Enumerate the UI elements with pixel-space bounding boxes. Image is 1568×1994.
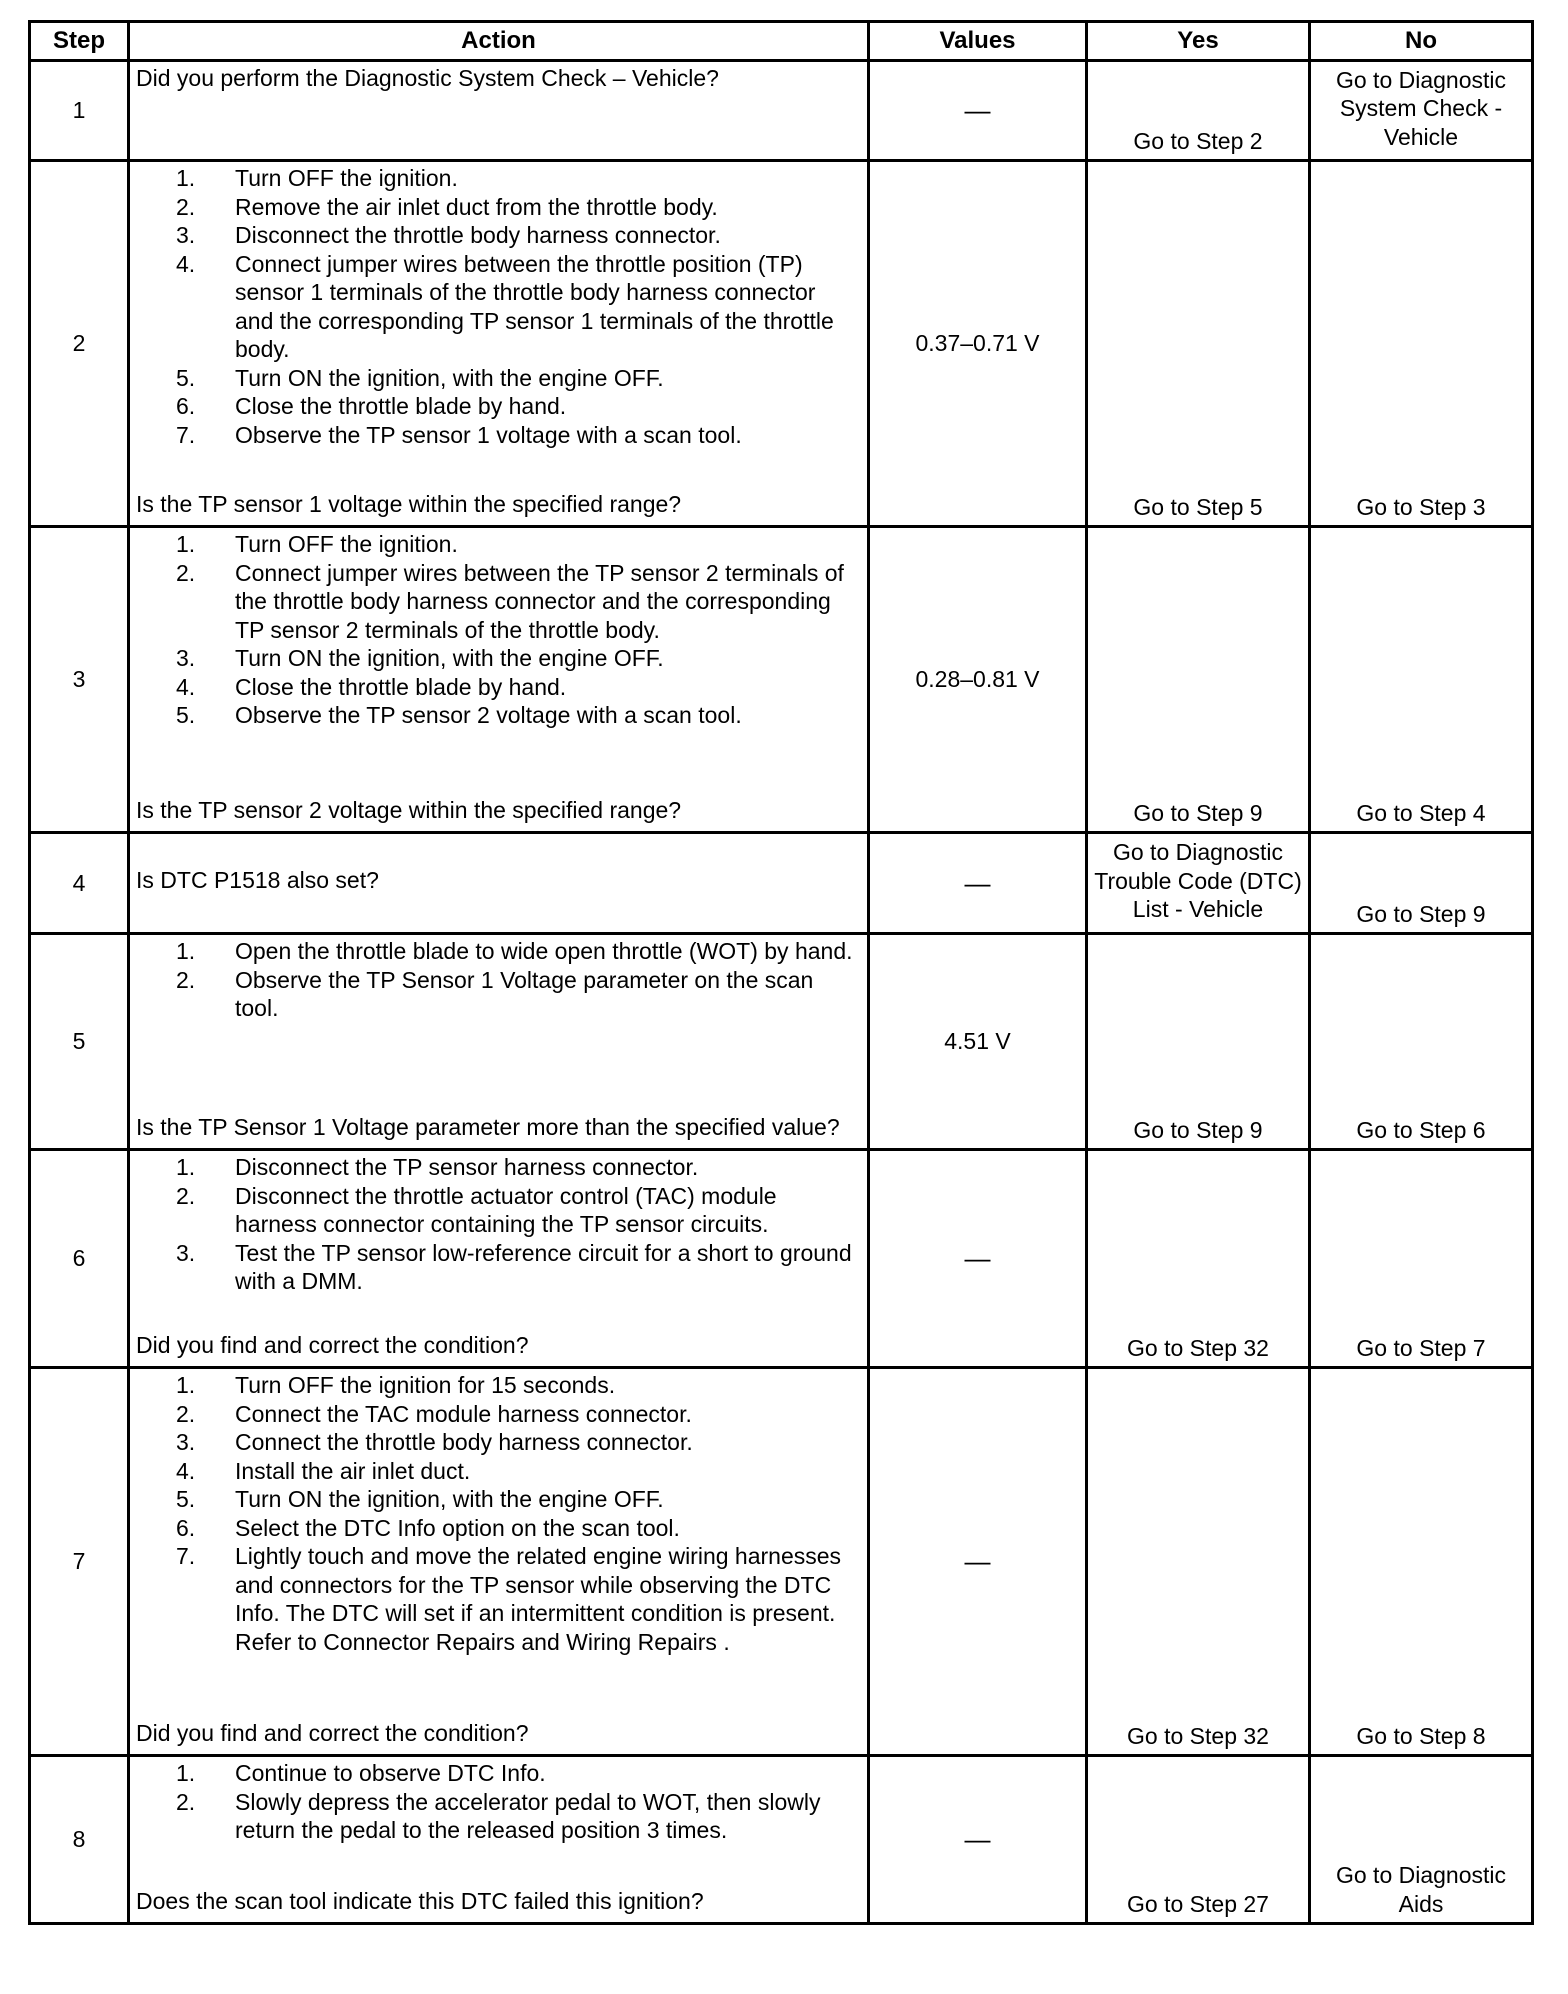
yes-cell bbox=[1087, 61, 1310, 161]
spec-value: — bbox=[869, 1150, 1087, 1368]
header-yes: Yes bbox=[1087, 22, 1310, 61]
no-cell bbox=[1310, 1368, 1533, 1756]
procedure-item-text: Turn OFF the ignition for 15 seconds. bbox=[235, 1372, 616, 1398]
procedure-item bbox=[176, 364, 857, 393]
procedure-item-number: 2. bbox=[176, 193, 196, 220]
procedure-list bbox=[136, 1371, 857, 1656]
yes-cell bbox=[1087, 1756, 1310, 1924]
table-row bbox=[30, 934, 1533, 1150]
procedure-item-text: Observe the TP Sensor 1 Voltage parameter on the scan tool. bbox=[235, 966, 814, 1021]
action-cell bbox=[129, 527, 869, 833]
yes-action-link[interactable]: Go to Step 27 bbox=[1127, 1890, 1269, 1917]
step-number: 3 bbox=[30, 527, 129, 833]
procedure-item bbox=[176, 937, 857, 966]
yes-action-link[interactable]: Go to Step 32 bbox=[1127, 1334, 1269, 1361]
procedure-item-text: Slowly depress the accelerator pedal to WOT, then slowly return the pedal to the released position 3 times. bbox=[235, 1788, 821, 1843]
step-question: Is the TP sensor 1 voltage within the specified range? bbox=[136, 490, 682, 517]
header-row bbox=[30, 22, 1533, 61]
procedure-item-text: Turn ON the ignition, with the engine OFF. bbox=[235, 1486, 664, 1512]
procedure-item-number: 2. bbox=[176, 559, 196, 586]
procedure-item bbox=[176, 1514, 857, 1543]
procedure-item-number: 4. bbox=[176, 673, 196, 700]
action-cell bbox=[129, 1150, 869, 1368]
step-number: 5 bbox=[30, 934, 129, 1150]
procedure-item bbox=[176, 530, 857, 559]
procedure-item bbox=[176, 1542, 857, 1656]
procedure-item-number: 1. bbox=[176, 531, 196, 557]
diagnostic-table bbox=[28, 20, 1534, 1925]
no-action-link[interactable]: Go to Step 6 bbox=[1356, 1116, 1486, 1143]
procedure-item bbox=[176, 1400, 857, 1429]
spec-value: 0.37–0.71 V bbox=[869, 161, 1087, 527]
procedure-item-number: 5. bbox=[176, 1486, 196, 1512]
procedure-item-number: 2. bbox=[176, 966, 196, 993]
procedure-item-number: 4. bbox=[176, 250, 196, 277]
procedure-item-number: 6. bbox=[176, 393, 196, 419]
procedure-item-number: 1. bbox=[176, 1372, 196, 1398]
spec-value: — bbox=[869, 1756, 1087, 1924]
procedure-item bbox=[176, 701, 857, 730]
procedure-list bbox=[136, 530, 857, 730]
yes-action-link[interactable]: Go to Step 2 bbox=[1133, 127, 1263, 154]
procedure-item-text: Disconnect the TP sensor harness connector. bbox=[235, 1154, 699, 1180]
action-cell bbox=[129, 833, 869, 934]
procedure-item-text: Turn ON the ignition, with the engine OFF. bbox=[235, 364, 664, 391]
procedure-item-number: 2. bbox=[176, 1788, 196, 1815]
procedure-list bbox=[136, 1759, 857, 1845]
no-action-link[interactable]: Go to Step 7 bbox=[1356, 1334, 1486, 1361]
procedure-item-text: Turn OFF the ignition. bbox=[235, 165, 458, 191]
procedure-item-text: Turn OFF the ignition. bbox=[235, 531, 458, 557]
yes-cell bbox=[1087, 527, 1310, 833]
procedure-item-text: Disconnect the throttle actuator control (TAC) module harness connector containing the TP sensor circuits. bbox=[235, 1182, 777, 1237]
procedure-item-number: 4. bbox=[176, 1457, 196, 1484]
procedure-item-text: Install the air inlet duct. bbox=[235, 1457, 471, 1484]
procedure-item bbox=[176, 392, 857, 421]
no-action-link[interactable]: Go to Step 9 bbox=[1356, 900, 1486, 927]
step-number: 8 bbox=[30, 1756, 129, 1924]
procedure-item-number: 5. bbox=[176, 702, 196, 728]
procedure-item-text: Test the TP sensor low-reference circuit for a short to ground with a DMM. bbox=[235, 1239, 852, 1294]
table-row bbox=[30, 61, 1533, 161]
procedure-item-number: 1. bbox=[176, 165, 196, 191]
procedure-item-number: 2. bbox=[176, 1400, 196, 1427]
spec-value: 4.51 V bbox=[869, 934, 1087, 1150]
spec-value: — bbox=[869, 61, 1087, 161]
header-step: Step bbox=[30, 22, 129, 61]
procedure-item-text: Observe the TP sensor 2 voltage with a scan tool. bbox=[235, 702, 742, 728]
action-cell bbox=[129, 1368, 869, 1756]
procedure-item bbox=[176, 559, 857, 645]
yes-cell bbox=[1087, 1368, 1310, 1756]
spec-value: — bbox=[869, 833, 1087, 934]
spec-value: — bbox=[869, 1368, 1087, 1756]
step-question: Is the TP sensor 2 voltage within the specified range? bbox=[136, 796, 682, 823]
no-cell bbox=[1310, 833, 1533, 934]
step-number: 7 bbox=[30, 1368, 129, 1756]
step-number: 4 bbox=[30, 833, 129, 934]
procedure-item-text: Observe the TP sensor 1 voltage with a scan tool. bbox=[235, 421, 742, 448]
procedure-list bbox=[136, 937, 857, 1023]
procedure-item bbox=[176, 1153, 857, 1182]
no-cell bbox=[1310, 1756, 1533, 1924]
table-body bbox=[30, 61, 1533, 1924]
procedure-item bbox=[176, 1788, 857, 1845]
procedure-item-number: 3. bbox=[176, 1429, 196, 1455]
no-action-link[interactable]: Go to Step 8 bbox=[1356, 1722, 1486, 1749]
procedure-item-number: 6. bbox=[176, 1514, 196, 1541]
procedure-item-text: Turn ON the ignition, with the engine OFF. bbox=[235, 645, 664, 671]
procedure-item-text: Close the throttle blade by hand. bbox=[235, 673, 567, 700]
procedure-item-text: Close the throttle blade by hand. bbox=[235, 393, 567, 419]
procedure-item bbox=[176, 1759, 857, 1788]
header-no: No bbox=[1310, 22, 1533, 61]
table-row bbox=[30, 1150, 1533, 1368]
no-cell bbox=[1310, 61, 1533, 161]
procedure-item bbox=[176, 221, 857, 250]
procedure-item-text: Continue to observe DTC Info. bbox=[235, 1760, 546, 1786]
procedure-item-number: 7. bbox=[176, 421, 196, 448]
procedure-item-number: 3. bbox=[176, 1239, 196, 1266]
yes-action-link[interactable]: Go to Step 9 bbox=[1133, 799, 1263, 826]
spec-value: 0.28–0.81 V bbox=[869, 527, 1087, 833]
yes-action-link[interactable]: Go to Step 5 bbox=[1133, 493, 1263, 520]
step-question: Is the TP Sensor 1 Voltage parameter more than the specified value? bbox=[136, 1113, 840, 1140]
yes-cell bbox=[1087, 161, 1310, 527]
header-action: Action bbox=[129, 22, 869, 61]
table-row bbox=[30, 1756, 1533, 1924]
step-number: 1 bbox=[30, 61, 129, 161]
procedure-item-number: 1. bbox=[176, 1760, 196, 1786]
procedure-item bbox=[176, 421, 857, 450]
table-row bbox=[30, 161, 1533, 527]
procedure-item bbox=[176, 164, 857, 193]
no-cell bbox=[1310, 1150, 1533, 1368]
table-row bbox=[30, 833, 1533, 934]
step-question: Is DTC P1518 also set? bbox=[136, 867, 379, 894]
step-number: 2 bbox=[30, 161, 129, 527]
procedure-item-number: 1. bbox=[176, 938, 196, 964]
no-cell bbox=[1310, 934, 1533, 1150]
yes-cell bbox=[1087, 1150, 1310, 1368]
procedure-item-text: Connect jumper wires between the TP sensor 2 terminals of the throttle body harness connector and the corresponding TP sensor 2 terminals of the throttle body. bbox=[235, 559, 844, 643]
procedure-item bbox=[176, 966, 857, 1023]
table-row bbox=[30, 1368, 1533, 1756]
no-action-link[interactable]: Go to Diagnostic System Check - Vehicle bbox=[1335, 66, 1507, 150]
action-cell bbox=[129, 1756, 869, 1924]
header-values: Values bbox=[869, 22, 1087, 61]
step-question: Did you perform the Diagnostic System Check – Vehicle? bbox=[136, 65, 719, 91]
procedure-item bbox=[176, 1371, 857, 1400]
procedure-item-text: Connect jumper wires between the throttle position (TP) sensor 1 terminals of the throttle body harness connector and the corresponding TP sensor 1 terminals of the throttle body. bbox=[235, 250, 834, 362]
procedure-item bbox=[176, 644, 857, 673]
procedure-item-number: 3. bbox=[176, 222, 196, 248]
procedure-item-number: 1. bbox=[176, 1154, 196, 1180]
action-cell bbox=[129, 61, 869, 161]
procedure-item bbox=[176, 193, 857, 222]
step-question: Did you find and correct the condition? bbox=[136, 1331, 529, 1358]
no-cell bbox=[1310, 161, 1533, 527]
table-row bbox=[30, 527, 1533, 833]
action-cell bbox=[129, 161, 869, 527]
procedure-item bbox=[176, 1457, 857, 1486]
procedure-item bbox=[176, 250, 857, 364]
procedure-item-text: Connect the throttle body harness connector. bbox=[235, 1429, 693, 1455]
procedure-item-text: Lightly touch and move the related engine wiring harnesses and connectors for the TP sensor while observing the DTC Info. The DTC will set if an intermittent condition is present. Refer to Connector Repairs and Wiring Repairs . bbox=[235, 1543, 842, 1655]
action-cell bbox=[129, 934, 869, 1150]
step-question: Did you find and correct the condition? bbox=[136, 1719, 529, 1746]
procedure-item-number: 7. bbox=[176, 1543, 196, 1569]
no-action-link[interactable]: Go to Step 4 bbox=[1356, 799, 1486, 826]
no-action-link[interactable]: Go to Diagnostic Aids bbox=[1335, 1862, 1507, 1917]
no-action-link[interactable]: Go to Step 3 bbox=[1356, 493, 1486, 520]
procedure-list bbox=[136, 1153, 857, 1296]
step-number: 6 bbox=[30, 1150, 129, 1368]
yes-action-link[interactable]: Go to Diagnostic Trouble Code (DTC) List - Vehicle bbox=[1094, 839, 1302, 923]
procedure-item bbox=[176, 1428, 857, 1457]
step-question: Does the scan tool indicate this DTC failed this ignition? bbox=[136, 1887, 704, 1914]
procedure-item-number: 5. bbox=[176, 364, 196, 391]
no-cell bbox=[1310, 527, 1533, 833]
procedure-item bbox=[176, 1485, 857, 1514]
procedure-item-text: Disconnect the throttle body harness connector. bbox=[235, 222, 721, 248]
procedure-item-text: Open the throttle blade to wide open throttle (WOT) by hand. bbox=[235, 938, 853, 964]
yes-action-link[interactable]: Go to Step 32 bbox=[1127, 1722, 1269, 1749]
procedure-item bbox=[176, 673, 857, 702]
procedure-item bbox=[176, 1239, 857, 1296]
procedure-item-number: 2. bbox=[176, 1182, 196, 1209]
yes-action-link[interactable]: Go to Step 9 bbox=[1133, 1116, 1263, 1143]
procedure-item-number: 3. bbox=[176, 645, 196, 671]
procedure-item-text: Select the DTC Info option on the scan tool. bbox=[235, 1514, 680, 1541]
procedure-item-text: Remove the air inlet duct from the throttle body. bbox=[235, 193, 718, 220]
procedure-item bbox=[176, 1182, 857, 1239]
procedure-list bbox=[136, 164, 857, 449]
procedure-item-text: Connect the TAC module harness connector. bbox=[235, 1400, 692, 1427]
yes-cell bbox=[1087, 833, 1310, 934]
yes-cell bbox=[1087, 934, 1310, 1150]
